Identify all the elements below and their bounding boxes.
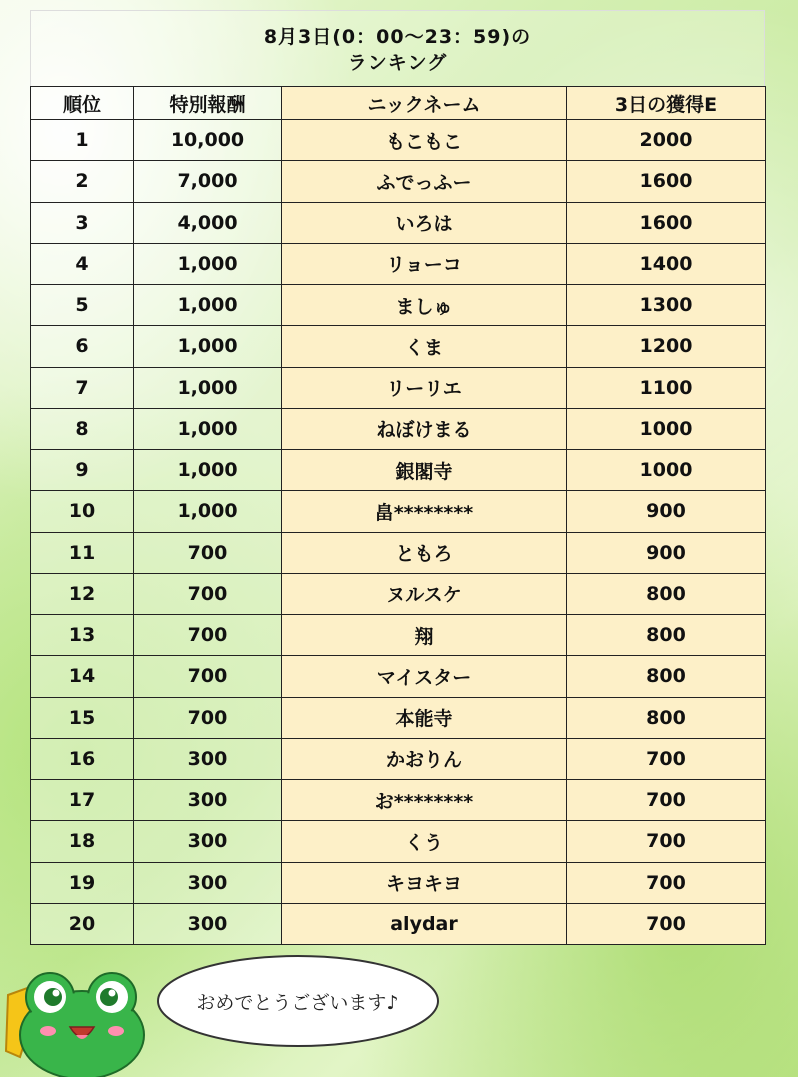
reward-cell: 300 [134, 780, 282, 821]
title-line-1: 8月3日(0：00～23：59)の [263, 26, 532, 48]
nickname-cell: キヨキヨ [282, 862, 567, 903]
nickname-cell: 翔 [282, 615, 567, 656]
nickname-cell: 本能寺 [282, 697, 567, 738]
score-cell: 1600 [567, 161, 766, 202]
table-row [31, 697, 766, 738]
score-cell: 700 [567, 862, 766, 903]
nickname-cell: 銀閣寺 [282, 450, 567, 491]
header-rank: 順位 [31, 87, 134, 120]
rank-cell: 1 [31, 120, 134, 161]
score-cell: 1600 [567, 202, 766, 243]
score-cell: 900 [567, 532, 766, 573]
table-row [31, 780, 766, 821]
table-row [31, 450, 766, 491]
nickname-cell: かおりん [282, 738, 567, 779]
score-cell: 800 [567, 656, 766, 697]
nickname-cell: マイスター [282, 656, 567, 697]
header-reward: 特別報酬 [134, 87, 282, 120]
nickname-cell: いろは [282, 202, 567, 243]
nickname-cell: ふでっふー [282, 161, 567, 202]
reward-cell: 1,000 [134, 243, 282, 284]
table-row [31, 285, 766, 326]
table-row [31, 161, 766, 202]
table-row [31, 862, 766, 903]
table-header-row [31, 87, 766, 120]
reward-cell: 700 [134, 573, 282, 614]
nickname-cell: くう [282, 821, 567, 862]
reward-cell: 700 [134, 532, 282, 573]
rank-cell: 5 [31, 285, 134, 326]
rank-cell: 6 [31, 326, 134, 367]
reward-cell: 300 [134, 903, 282, 944]
rank-cell: 13 [31, 615, 134, 656]
table-row [31, 326, 766, 367]
speech-text: おめでとうございます♪ [196, 991, 399, 1014]
score-cell: 700 [567, 780, 766, 821]
table-row [31, 243, 766, 284]
table-row [31, 367, 766, 408]
reward-cell: 1,000 [134, 491, 282, 532]
rank-cell: 19 [31, 862, 134, 903]
nickname-cell: ヌルスケ [282, 573, 567, 614]
table-row [31, 408, 766, 449]
reward-cell: 7,000 [134, 161, 282, 202]
score-cell: 700 [567, 821, 766, 862]
rank-cell: 8 [31, 408, 134, 449]
reward-cell: 1,000 [134, 450, 282, 491]
score-cell: 2000 [567, 120, 766, 161]
header-nickname: ニックネーム [282, 87, 567, 120]
reward-cell: 1,000 [134, 285, 282, 326]
table-row [31, 120, 766, 161]
table-row [31, 821, 766, 862]
table-body [31, 120, 766, 945]
nickname-cell: alydar [282, 903, 567, 944]
table-row [31, 903, 766, 944]
table-row [31, 738, 766, 779]
nickname-cell: ともろ [282, 532, 567, 573]
rank-cell: 15 [31, 697, 134, 738]
reward-cell: 1,000 [134, 367, 282, 408]
header-score: 3日の獲得E [567, 87, 766, 120]
rank-cell: 4 [31, 243, 134, 284]
rank-cell: 18 [31, 821, 134, 862]
score-cell: 1100 [567, 367, 766, 408]
rank-cell: 2 [31, 161, 134, 202]
rank-cell: 9 [31, 450, 134, 491]
rank-cell: 17 [31, 780, 134, 821]
rank-cell: 7 [31, 367, 134, 408]
rank-cell: 20 [31, 903, 134, 944]
rank-cell: 16 [31, 738, 134, 779]
score-cell: 700 [567, 903, 766, 944]
ranking-table [30, 86, 766, 945]
rank-cell: 3 [31, 202, 134, 243]
frog-mascot-icon [0, 965, 160, 1077]
score-cell: 800 [567, 697, 766, 738]
nickname-cell: ねぼけまる [282, 408, 567, 449]
table-row [31, 615, 766, 656]
score-cell: 1400 [567, 243, 766, 284]
rank-cell: 12 [31, 573, 134, 614]
reward-cell: 700 [134, 697, 282, 738]
nickname-cell: お******** [282, 780, 567, 821]
reward-cell: 10,000 [134, 120, 282, 161]
nickname-cell: ましゅ [282, 285, 567, 326]
score-cell: 800 [567, 615, 766, 656]
reward-cell: 4,000 [134, 202, 282, 243]
nickname-cell: リーリエ [282, 367, 567, 408]
score-cell: 900 [567, 491, 766, 532]
ranking-title [30, 10, 765, 86]
reward-cell: 700 [134, 656, 282, 697]
score-cell: 700 [567, 738, 766, 779]
nickname-cell: リョーコ [282, 243, 567, 284]
score-cell: 1000 [567, 408, 766, 449]
reward-cell: 300 [134, 862, 282, 903]
reward-cell: 1,000 [134, 408, 282, 449]
table-row [31, 656, 766, 697]
table-row [31, 573, 766, 614]
nickname-cell: くま [282, 326, 567, 367]
table-row [31, 202, 766, 243]
rank-cell: 10 [31, 491, 134, 532]
score-cell: 1300 [567, 285, 766, 326]
score-cell: 1000 [567, 450, 766, 491]
reward-cell: 300 [134, 821, 282, 862]
nickname-cell: もこもこ [282, 120, 567, 161]
nickname-cell: 畠******** [282, 491, 567, 532]
table-row [31, 532, 766, 573]
title-line-2: ランキング [347, 52, 448, 74]
reward-cell: 300 [134, 738, 282, 779]
score-cell: 800 [567, 573, 766, 614]
rank-cell: 14 [31, 656, 134, 697]
reward-cell: 700 [134, 615, 282, 656]
reward-cell: 1,000 [134, 326, 282, 367]
rank-cell: 11 [31, 532, 134, 573]
table-row [31, 491, 766, 532]
score-cell: 1200 [567, 326, 766, 367]
